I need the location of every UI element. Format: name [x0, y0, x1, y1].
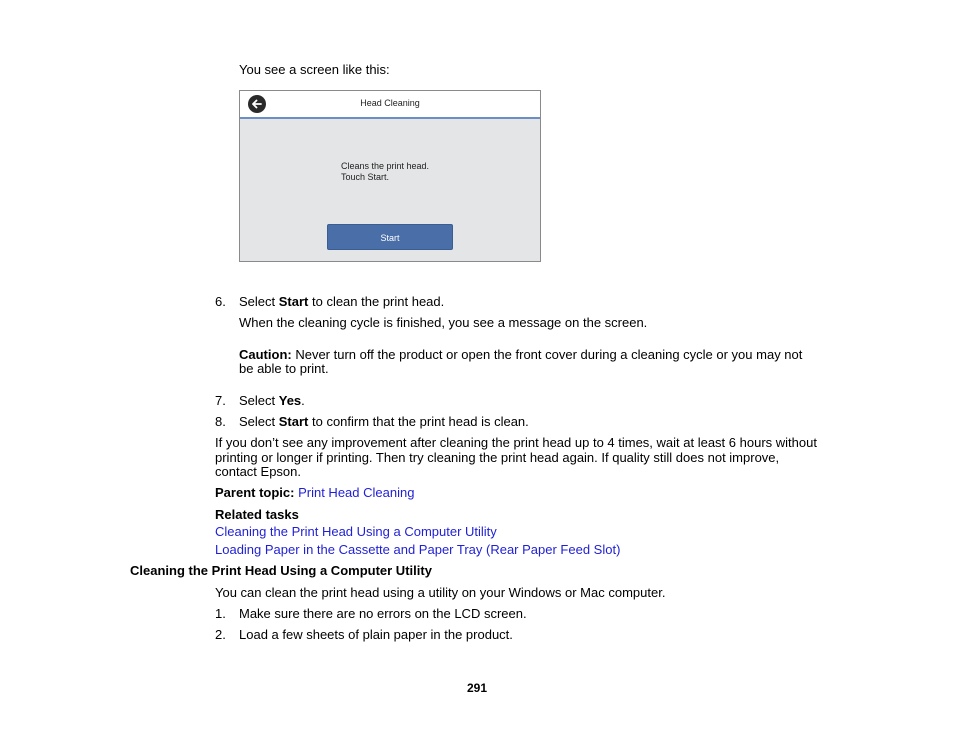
related-link-loading-paper[interactable]: Loading Paper in the Cassette and Paper Tray (Rear Paper Feed Slot) — [215, 542, 621, 557]
section-intro: You can clean the print head using a utility on your Windows or Mac computer. — [215, 585, 666, 600]
step-7-text: Select Yes. — [239, 393, 305, 408]
parent-topic — [215, 485, 414, 500]
parent-topic-link[interactable]: Print Head Cleaning — [298, 485, 415, 500]
improvement-paragraph-line-3: contact Epson. — [215, 464, 301, 479]
caution-line-1: Caution: Never turn off the product or open the front cover during a cleaning cycle or you may not — [239, 347, 803, 362]
related-link-computer-utility[interactable]: Cleaning the Print Head Using a Computer Utility — [215, 524, 497, 539]
section-heading: Cleaning the Print Head Using a Computer Utility — [130, 563, 432, 578]
improvement-paragraph-line-1: If you don’t see any improvement after cleaning the print head up to 4 times, wait at least 6 hours without — [215, 435, 817, 450]
lcd-message: Cleans the print head. Touch Start. — [341, 161, 430, 182]
step-8-text: Select Start to confirm that the print head is clean. — [239, 414, 529, 429]
step-6-note: When the cleaning cycle is finished, you see a message on the screen. — [239, 315, 648, 330]
section-step-2-number: 2. — [215, 627, 226, 642]
page-number: 291 — [466, 681, 488, 695]
lcd-start-button: Start — [327, 224, 453, 250]
step-6-text: Select Start to clean the print head. — [239, 294, 445, 309]
section-step-1-number: 1. — [215, 606, 226, 621]
parent-topic-label: Parent topic: — [215, 485, 295, 500]
improvement-paragraph-line-2: printing or longer if printing. Then try cleaning the print head again. If quality still does not improve, — [215, 450, 780, 465]
section-step-1-text: Make sure there are no errors on the LCD screen. — [239, 606, 527, 621]
lcd-title: Head Cleaning — [360, 98, 420, 108]
head-cleaning-screen-figure — [239, 90, 541, 262]
lcd-header — [240, 91, 540, 119]
related-tasks-heading: Related tasks — [215, 507, 299, 522]
section-step-2-text: Load a few sheets of plain paper in the product. — [239, 627, 513, 642]
step-6-number: 6. — [215, 294, 226, 309]
caution-line-2: be able to print. — [239, 361, 329, 376]
step-7-number: 7. — [215, 393, 226, 408]
intro-text: You see a screen like this: — [239, 62, 390, 77]
step-8-number: 8. — [215, 414, 226, 429]
